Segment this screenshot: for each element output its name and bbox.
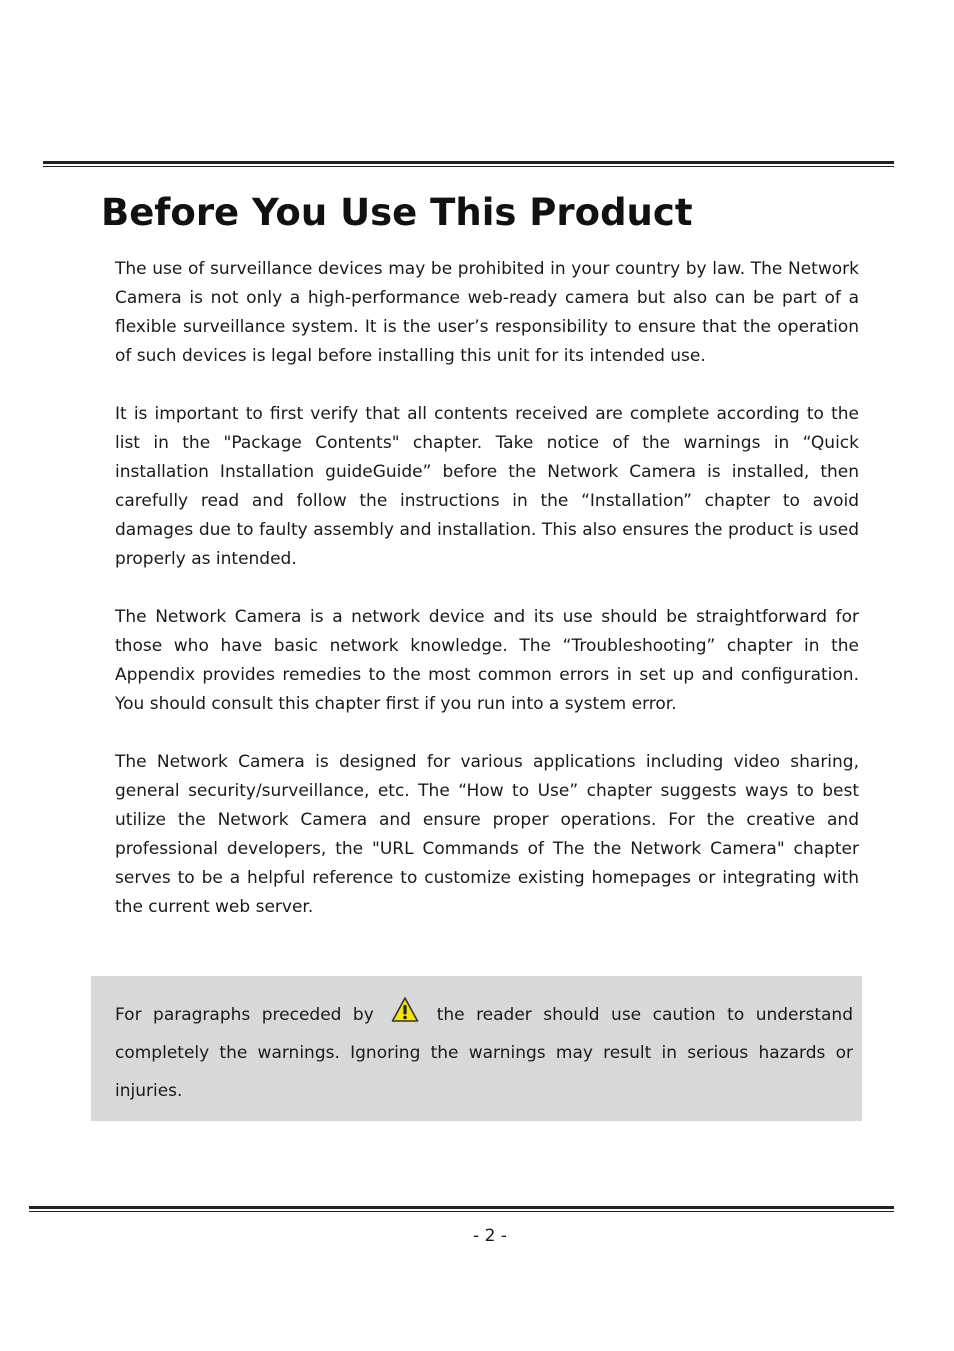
paragraph-legal-notice: The use of surveillance devices may be prohibited in your country by law. The Network Camera is not only a high-performance web-ready camera but also can be part of a flexible surveillance system. It is the user’s responsibility to ensure that the operation of such devices is legal before installing this unit for its intended use. [115,259,859,366]
caution-text [115,996,853,1110]
header-rule [43,161,894,167]
warning-triangle-icon [391,996,419,1024]
page-title: Before You Use This Product [101,191,693,234]
paragraph-applications: The Network Camera is designed for various applications including video sharing, general security/surveillance, etc. The “How to Use” chapter suggests ways to best utilize the Network Camera and ensure proper operations. For the creative and professional developers, the "URL Commands of The the Network Camera" chapter serves to be a helpful reference to customize existing homepages or integrating with the current web server. [115,752,859,917]
paragraph-package-contents: It is important to first verify that all contents received are complete according to the list in the "Package Contents" chapter. Take notice of the warnings in “Quick installation Installation guideGuide” before the Network Camera is installed, then carefully read and follow the instructions in the “Installation” chapter to avoid damages due to faulty assembly and installation. This also ensures the product is used properly as intended. [115,404,859,569]
caution-text-rest: the reader should use caution to understand completely the warnings. Ignoring the warnings may result in serious hazards or injuries. [115,1005,853,1101]
caution-box [91,976,862,1121]
page-number: - 2 - [473,1226,507,1246]
body-text [115,255,859,951]
caution-text-lead: For paragraphs preceded by [115,1005,374,1025]
paragraph-troubleshooting: The Network Camera is a network device and its use should be straightforward for those who have basic network knowledge. The “Troubleshooting” chapter in the Appendix provides remedies to the most common errors in set up and configuration. You should consult this chapter first if you run into a system error. [115,607,859,714]
footer-rule [29,1206,894,1212]
